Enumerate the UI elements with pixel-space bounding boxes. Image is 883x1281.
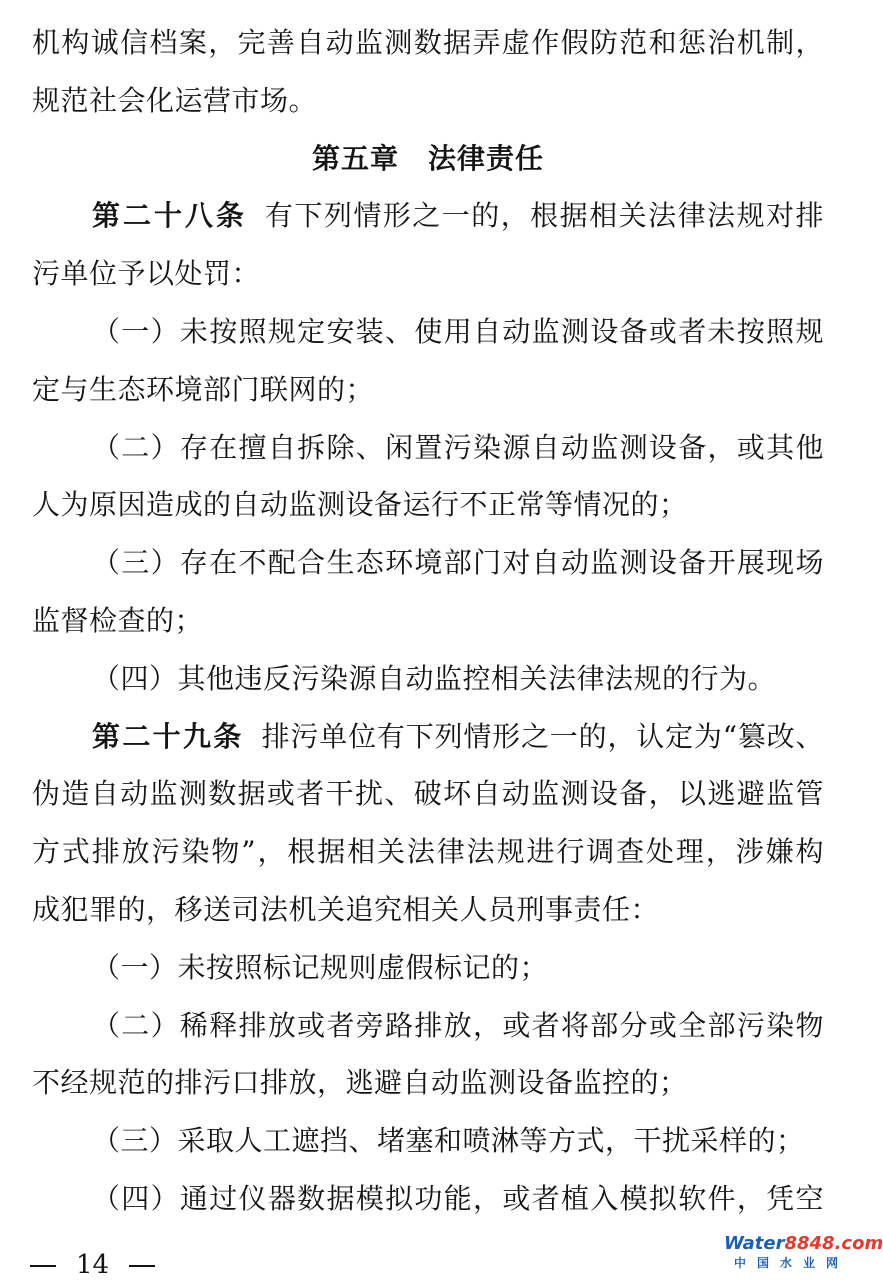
- text-line: 方式排放污染物”，根据相关法律法规进行调查处理，涉嫌构: [32, 835, 824, 869]
- text-line: （三）采取人工遮挡、堵塞和喷淋等方式，干扰采样的；: [92, 1124, 805, 1158]
- text-line: 机构诚信档案，完善自动监测数据弄虚作假防范和惩治机制，: [32, 26, 824, 59]
- text-line: （四）其他违反污染源自动监控相关法律法规的行为。: [92, 661, 777, 695]
- page-footer: [30, 1250, 175, 1280]
- text-line: 监督检查的；: [32, 603, 204, 637]
- text-line: 不经规范的排污口排放，逃避自动监测设备监控的；: [32, 1066, 688, 1100]
- text-line: 人为原因造成的自动监测设备运行不正常等情况的；: [32, 488, 688, 522]
- text-line: 有下列情形之一的，根据相关法律法规对排: [264, 199, 824, 233]
- page-number: 14: [76, 1250, 110, 1280]
- watermark-logo: [724, 1233, 883, 1278]
- watermark-logo-part2: 8848: [784, 1233, 835, 1254]
- text-line: （三）存在不配合生态环境部门对自动监测设备开展现场: [92, 546, 824, 580]
- footer-dash-right: [129, 1265, 155, 1267]
- watermark-subtitle: 中国水业网: [734, 1256, 850, 1270]
- article-28-label: 第二十八条: [92, 199, 247, 233]
- text-line: 规范社会化运营市场。: [32, 83, 318, 117]
- text-line: 定与生态环境部门联网的；: [32, 372, 375, 406]
- text-line: 成犯罪的，移送司法机关追究相关人员刑事责任：: [32, 892, 660, 926]
- text-line: （二）稀释排放或者旁路排放，或者将部分或全部污染物: [92, 1008, 824, 1042]
- watermark-logo-text: [724, 1233, 883, 1254]
- text-line: （一）未按照规定安装、使用自动监测设备或者未按照规: [92, 314, 824, 348]
- article-29-label: 第二十九条: [92, 719, 244, 753]
- text-line: 排污单位有下列情形之一的，认定为“篡改、: [261, 719, 824, 753]
- footer-dash-left: [30, 1265, 56, 1267]
- text-line: （二）存在擅自拆除、闲置污染源自动监测设备，或其他: [92, 430, 824, 464]
- watermark-logo-part1: Water: [724, 1233, 785, 1254]
- watermark-logo-suffix: .com: [834, 1233, 883, 1254]
- text-line: 伪造自动监测数据或者干扰、破坏自动监测设备，以逃避监管: [32, 777, 824, 811]
- text-line: （四）通过仪器数据模拟功能，或者植入模拟软件，凭空: [92, 1181, 824, 1215]
- text-line: （一）未按照标记规则虚假标记的；: [92, 950, 549, 984]
- text-line: 污单位予以处罚：: [32, 257, 261, 291]
- document-body: [32, 14, 824, 1228]
- article-28-first-line: [32, 187, 824, 245]
- chapter-title: 第五章 法律责任: [311, 141, 544, 175]
- article-29-first-line: [32, 708, 824, 766]
